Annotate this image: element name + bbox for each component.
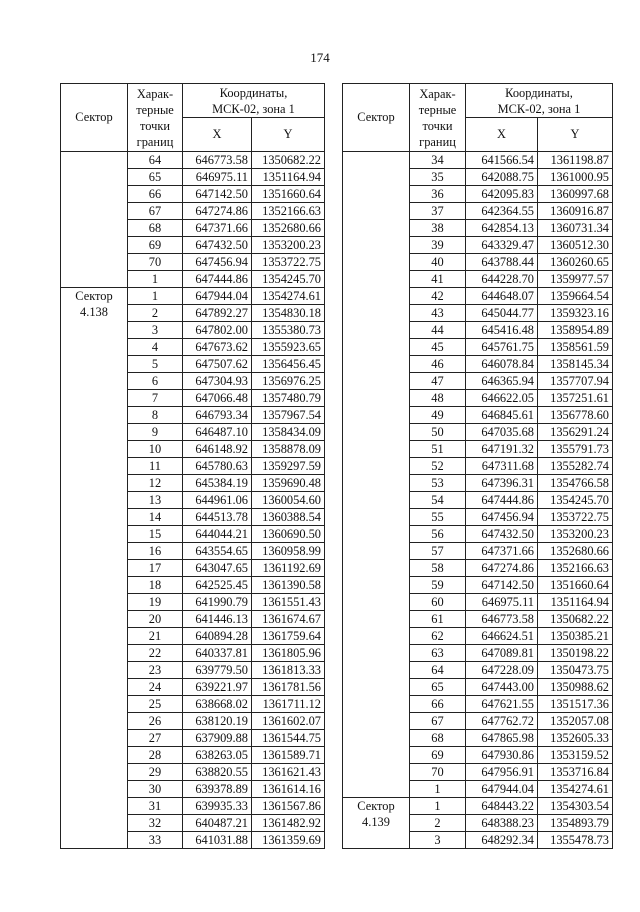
point-number-cell: 64 [410, 662, 466, 679]
y-coordinate-cell: 1358561.59 [538, 339, 613, 356]
x-coordinate-cell: 644228.70 [466, 271, 538, 288]
y-coordinate-cell: 1355478.73 [538, 832, 613, 849]
point-number-cell: 22 [128, 645, 183, 662]
point-number-cell: 70 [128, 254, 183, 271]
point-number-cell: 3 [128, 322, 183, 339]
x-coordinate-cell: 647443.00 [466, 679, 538, 696]
x-coordinate-cell: 647444.86 [466, 492, 538, 509]
y-coordinate-cell: 1351164.94 [538, 594, 613, 611]
point-number-cell: 68 [410, 730, 466, 747]
y-coordinate-cell: 1359297.59 [252, 458, 325, 475]
y-coordinate-cell: 1352680.66 [538, 543, 613, 560]
point-number-cell: 58 [410, 560, 466, 577]
coordinates-table-right [342, 83, 613, 849]
y-coordinate-cell: 1354274.61 [252, 288, 325, 305]
point-number-cell: 38 [410, 220, 466, 237]
x-coordinate-cell: 645780.63 [183, 458, 252, 475]
y-coordinate-cell: 1361805.96 [252, 645, 325, 662]
x-coordinate-cell: 642364.55 [466, 203, 538, 220]
y-coordinate-cell: 1360388.54 [252, 509, 325, 526]
x-coordinate-cell: 647228.09 [466, 662, 538, 679]
x-coordinate-cell: 647432.50 [183, 237, 252, 254]
point-number-cell: 66 [410, 696, 466, 713]
point-number-cell: 68 [128, 220, 183, 237]
point-number-cell: 37 [410, 203, 466, 220]
y-coordinate-cell: 1353200.23 [252, 237, 325, 254]
point-number-cell: 12 [128, 475, 183, 492]
table-row [61, 288, 325, 305]
y-coordinate-cell: 1351164.94 [252, 169, 325, 186]
point-number-cell: 40 [410, 254, 466, 271]
point-number-cell: 29 [128, 764, 183, 781]
x-coordinate-cell: 639221.97 [183, 679, 252, 696]
point-number-cell: 18 [128, 577, 183, 594]
sector-cell [343, 152, 410, 798]
point-number-cell: 59 [410, 577, 466, 594]
x-coordinate-cell: 647142.50 [466, 577, 538, 594]
point-number-cell: 36 [410, 186, 466, 203]
coordinates-header: Координаты, МСК-02, зона 1 [466, 84, 613, 118]
point-number-cell: 19 [128, 594, 183, 611]
y-coordinate-cell: 1356456.45 [252, 356, 325, 373]
y-coordinate-cell: 1361781.56 [252, 679, 325, 696]
x-coordinate-cell: 641566.54 [466, 152, 538, 169]
x-coordinate-cell: 645416.48 [466, 322, 538, 339]
coordinates-table-left [60, 83, 325, 849]
x-coordinate-cell: 644044.21 [183, 526, 252, 543]
x-coordinate-cell: 638120.19 [183, 713, 252, 730]
sector-header: Сектор [343, 84, 410, 152]
point-number-cell: 11 [128, 458, 183, 475]
y-header: Y [538, 118, 613, 152]
x-coordinate-cell: 643554.65 [183, 543, 252, 560]
x-coordinate-cell: 646793.34 [183, 407, 252, 424]
x-coordinate-cell: 639378.89 [183, 781, 252, 798]
y-coordinate-cell: 1359977.57 [538, 271, 613, 288]
point-number-cell: 32 [128, 815, 183, 832]
y-coordinate-cell: 1359690.48 [252, 475, 325, 492]
point-number-cell: 67 [410, 713, 466, 730]
x-coordinate-cell: 647930.86 [466, 747, 538, 764]
y-coordinate-cell: 1352166.63 [538, 560, 613, 577]
x-coordinate-cell: 647762.72 [466, 713, 538, 730]
y-coordinate-cell: 1354893.79 [538, 815, 613, 832]
point-number-cell: 7 [128, 390, 183, 407]
x-coordinate-cell: 640487.21 [183, 815, 252, 832]
y-coordinate-cell: 1359323.16 [538, 305, 613, 322]
page-number: 174 [310, 50, 330, 65]
y-coordinate-cell: 1361544.75 [252, 730, 325, 747]
y-coordinate-cell: 1352166.63 [252, 203, 325, 220]
y-coordinate-cell: 1361198.87 [538, 152, 613, 169]
x-header: X [183, 118, 252, 152]
y-coordinate-cell: 1354274.61 [538, 781, 613, 798]
y-coordinate-cell: 1356976.25 [252, 373, 325, 390]
y-coordinate-cell: 1358145.34 [538, 356, 613, 373]
point-number-cell: 33 [128, 832, 183, 849]
point-number-cell: 55 [410, 509, 466, 526]
point-number-cell: 26 [128, 713, 183, 730]
y-coordinate-cell: 1361602.07 [252, 713, 325, 730]
y-coordinate-cell: 1358954.89 [538, 322, 613, 339]
point-number-cell: 23 [128, 662, 183, 679]
point-number-cell: 63 [410, 645, 466, 662]
y-coordinate-cell: 1357480.79 [252, 390, 325, 407]
x-coordinate-cell: 644513.78 [183, 509, 252, 526]
point-number-cell: 41 [410, 271, 466, 288]
y-coordinate-cell: 1353722.75 [538, 509, 613, 526]
point-number-cell: 20 [128, 611, 183, 628]
point-number-cell: 56 [410, 526, 466, 543]
point-number-cell: 14 [128, 509, 183, 526]
point-number-cell: 46 [410, 356, 466, 373]
point-number-cell: 5 [128, 356, 183, 373]
point-number-cell: 61 [410, 611, 466, 628]
point-number-cell: 62 [410, 628, 466, 645]
x-coordinate-cell: 646975.11 [183, 169, 252, 186]
x-coordinate-cell: 639779.50 [183, 662, 252, 679]
y-coordinate-cell: 1351517.36 [538, 696, 613, 713]
y-coordinate-cell: 1350682.22 [538, 611, 613, 628]
point-number-cell: 65 [410, 679, 466, 696]
y-coordinate-cell: 1361000.95 [538, 169, 613, 186]
x-coordinate-cell: 647066.48 [183, 390, 252, 407]
y-coordinate-cell: 1361589.71 [252, 747, 325, 764]
x-coordinate-cell: 646624.51 [466, 628, 538, 645]
sector-header: Сектор [61, 84, 128, 152]
point-number-cell: 42 [410, 288, 466, 305]
y-coordinate-cell: 1356778.60 [538, 407, 613, 424]
x-coordinate-cell: 646148.92 [183, 441, 252, 458]
point-number-cell: 2 [410, 815, 466, 832]
point-number-cell: 31 [128, 798, 183, 815]
x-coordinate-cell: 640337.81 [183, 645, 252, 662]
sector-cell [61, 152, 128, 288]
x-coordinate-cell: 637909.88 [183, 730, 252, 747]
x-coordinate-cell: 647673.62 [183, 339, 252, 356]
y-coordinate-cell: 1355380.73 [252, 322, 325, 339]
x-coordinate-cell: 638668.02 [183, 696, 252, 713]
point-number-cell: 66 [128, 186, 183, 203]
y-coordinate-cell: 1353159.52 [538, 747, 613, 764]
point-number-cell: 1 [410, 798, 466, 815]
point-number-cell: 27 [128, 730, 183, 747]
y-coordinate-cell: 1354245.70 [252, 271, 325, 288]
y-coordinate-cell: 1354303.54 [538, 798, 613, 815]
y-coordinate-cell: 1353716.84 [538, 764, 613, 781]
x-coordinate-cell: 647944.04 [183, 288, 252, 305]
point-number-cell: 69 [128, 237, 183, 254]
point-number-cell: 53 [410, 475, 466, 492]
point-number-cell: 44 [410, 322, 466, 339]
x-coordinate-cell: 646975.11 [466, 594, 538, 611]
y-coordinate-cell: 1355282.74 [538, 458, 613, 475]
x-coordinate-cell: 647396.31 [466, 475, 538, 492]
point-number-cell: 24 [128, 679, 183, 696]
x-coordinate-cell: 644648.07 [466, 288, 538, 305]
y-coordinate-cell: 1350682.22 [252, 152, 325, 169]
x-coordinate-cell: 644961.06 [183, 492, 252, 509]
point-number-cell: 30 [128, 781, 183, 798]
x-coordinate-cell: 641990.79 [183, 594, 252, 611]
x-coordinate-cell: 648292.34 [466, 832, 538, 849]
y-coordinate-cell: 1350473.75 [538, 662, 613, 679]
point-number-cell: 69 [410, 747, 466, 764]
x-coordinate-cell: 647142.50 [183, 186, 252, 203]
y-coordinate-cell: 1354830.18 [252, 305, 325, 322]
x-coordinate-cell: 640894.28 [183, 628, 252, 645]
point-number-cell: 15 [128, 526, 183, 543]
x-coordinate-cell: 638263.05 [183, 747, 252, 764]
x-coordinate-cell: 647621.55 [466, 696, 538, 713]
y-coordinate-cell: 1361482.92 [252, 815, 325, 832]
x-coordinate-cell: 647507.62 [183, 356, 252, 373]
point-number-cell: 9 [128, 424, 183, 441]
point-number-cell: 1 [410, 781, 466, 798]
point-number-cell: 70 [410, 764, 466, 781]
y-coordinate-cell: 1360260.65 [538, 254, 613, 271]
y-coordinate-cell: 1361711.12 [252, 696, 325, 713]
y-coordinate-cell: 1360958.99 [252, 543, 325, 560]
x-coordinate-cell: 647089.81 [466, 645, 538, 662]
point-number-cell: 3 [410, 832, 466, 849]
y-coordinate-cell: 1361813.33 [252, 662, 325, 679]
x-header: X [466, 118, 538, 152]
point-number-cell: 45 [410, 339, 466, 356]
y-coordinate-cell: 1354245.70 [538, 492, 613, 509]
y-coordinate-cell: 1355923.65 [252, 339, 325, 356]
x-coordinate-cell: 647191.32 [466, 441, 538, 458]
y-coordinate-cell: 1355791.73 [538, 441, 613, 458]
y-coordinate-cell: 1350988.62 [538, 679, 613, 696]
x-coordinate-cell: 647311.68 [466, 458, 538, 475]
point-number-cell: 64 [128, 152, 183, 169]
y-coordinate-cell: 1360731.34 [538, 220, 613, 237]
point-number-cell: 47 [410, 373, 466, 390]
y-coordinate-cell: 1360054.60 [252, 492, 325, 509]
point-number-cell: 17 [128, 560, 183, 577]
x-coordinate-cell: 642525.45 [183, 577, 252, 594]
x-coordinate-cell: 645761.75 [466, 339, 538, 356]
point-number-cell: 10 [128, 441, 183, 458]
y-coordinate-cell: 1359664.54 [538, 288, 613, 305]
x-coordinate-cell: 646365.94 [466, 373, 538, 390]
point-number-cell: 43 [410, 305, 466, 322]
point-number-cell: 65 [128, 169, 183, 186]
y-coordinate-cell: 1350198.22 [538, 645, 613, 662]
y-coordinate-cell: 1353200.23 [538, 526, 613, 543]
y-coordinate-cell: 1353722.75 [252, 254, 325, 271]
y-coordinate-cell: 1357251.61 [538, 390, 613, 407]
y-coordinate-cell: 1360916.87 [538, 203, 613, 220]
x-coordinate-cell: 646487.10 [183, 424, 252, 441]
point-number-cell: 25 [128, 696, 183, 713]
x-coordinate-cell: 643047.65 [183, 560, 252, 577]
y-header: Y [252, 118, 325, 152]
x-coordinate-cell: 647274.86 [183, 203, 252, 220]
y-coordinate-cell: 1360512.30 [538, 237, 613, 254]
x-coordinate-cell: 643329.47 [466, 237, 538, 254]
x-coordinate-cell: 647944.04 [466, 781, 538, 798]
x-coordinate-cell: 645044.77 [466, 305, 538, 322]
x-coordinate-cell: 642088.75 [466, 169, 538, 186]
point-number-cell: 6 [128, 373, 183, 390]
x-coordinate-cell: 647304.93 [183, 373, 252, 390]
y-coordinate-cell: 1361390.58 [252, 577, 325, 594]
x-coordinate-cell: 646773.58 [466, 611, 538, 628]
y-coordinate-cell: 1361674.67 [252, 611, 325, 628]
y-coordinate-cell: 1361759.64 [252, 628, 325, 645]
coordinates-header: Координаты, МСК-02, зона 1 [183, 84, 325, 118]
y-coordinate-cell: 1358434.09 [252, 424, 325, 441]
point-number-cell: 67 [128, 203, 183, 220]
x-coordinate-cell: 647865.98 [466, 730, 538, 747]
x-coordinate-cell: 646845.61 [466, 407, 538, 424]
x-coordinate-cell: 647432.50 [466, 526, 538, 543]
x-coordinate-cell: 641446.13 [183, 611, 252, 628]
x-coordinate-cell: 648388.23 [466, 815, 538, 832]
y-coordinate-cell: 1360690.50 [252, 526, 325, 543]
x-coordinate-cell: 642095.83 [466, 186, 538, 203]
point-number-cell: 8 [128, 407, 183, 424]
x-coordinate-cell: 647274.86 [466, 560, 538, 577]
point-number-cell: 50 [410, 424, 466, 441]
x-coordinate-cell: 647892.27 [183, 305, 252, 322]
x-coordinate-cell: 647444.86 [183, 271, 252, 288]
point-number-cell: 48 [410, 390, 466, 407]
characteristic-points-header: Харак- терные точки границ [128, 84, 183, 152]
x-coordinate-cell: 647802.00 [183, 322, 252, 339]
y-coordinate-cell: 1361621.43 [252, 764, 325, 781]
x-coordinate-cell: 638820.55 [183, 764, 252, 781]
x-coordinate-cell: 642854.13 [466, 220, 538, 237]
y-coordinate-cell: 1361551.43 [252, 594, 325, 611]
point-number-cell: 2 [128, 305, 183, 322]
table-row [343, 798, 613, 815]
point-number-cell: 39 [410, 237, 466, 254]
x-coordinate-cell: 639935.33 [183, 798, 252, 815]
table-row [343, 152, 613, 169]
y-coordinate-cell: 1361614.16 [252, 781, 325, 798]
point-number-cell: 13 [128, 492, 183, 509]
y-coordinate-cell: 1354766.58 [538, 475, 613, 492]
x-coordinate-cell: 647456.94 [466, 509, 538, 526]
x-coordinate-cell: 647456.94 [183, 254, 252, 271]
point-number-cell: 28 [128, 747, 183, 764]
point-number-cell: 51 [410, 441, 466, 458]
x-coordinate-cell: 643788.44 [466, 254, 538, 271]
point-number-cell: 4 [128, 339, 183, 356]
y-coordinate-cell: 1352605.33 [538, 730, 613, 747]
sector-cell: Сектор 4.138 [61, 288, 128, 849]
y-coordinate-cell: 1351660.64 [538, 577, 613, 594]
y-coordinate-cell: 1358878.09 [252, 441, 325, 458]
point-number-cell: 54 [410, 492, 466, 509]
y-coordinate-cell: 1357967.54 [252, 407, 325, 424]
point-number-cell: 52 [410, 458, 466, 475]
x-coordinate-cell: 647035.68 [466, 424, 538, 441]
y-coordinate-cell: 1361359.69 [252, 832, 325, 849]
y-coordinate-cell: 1350385.21 [538, 628, 613, 645]
y-coordinate-cell: 1361192.69 [252, 560, 325, 577]
y-coordinate-cell: 1356291.24 [538, 424, 613, 441]
table-row [61, 152, 325, 169]
y-coordinate-cell: 1352057.08 [538, 713, 613, 730]
point-number-cell: 1 [128, 288, 183, 305]
point-number-cell: 35 [410, 169, 466, 186]
x-coordinate-cell: 648443.22 [466, 798, 538, 815]
characteristic-points-header: Харак- терные точки границ [410, 84, 466, 152]
y-coordinate-cell: 1352680.66 [252, 220, 325, 237]
sector-cell: Сектор 4.139 [343, 798, 410, 849]
y-coordinate-cell: 1360997.68 [538, 186, 613, 203]
y-coordinate-cell: 1361567.86 [252, 798, 325, 815]
point-number-cell: 16 [128, 543, 183, 560]
x-coordinate-cell: 647956.91 [466, 764, 538, 781]
x-coordinate-cell: 647371.66 [466, 543, 538, 560]
point-number-cell: 60 [410, 594, 466, 611]
point-number-cell: 49 [410, 407, 466, 424]
x-coordinate-cell: 646622.05 [466, 390, 538, 407]
point-number-cell: 34 [410, 152, 466, 169]
x-coordinate-cell: 647371.66 [183, 220, 252, 237]
x-coordinate-cell: 641031.88 [183, 832, 252, 849]
x-coordinate-cell: 646773.58 [183, 152, 252, 169]
x-coordinate-cell: 645384.19 [183, 475, 252, 492]
y-coordinate-cell: 1351660.64 [252, 186, 325, 203]
point-number-cell: 57 [410, 543, 466, 560]
point-number-cell: 21 [128, 628, 183, 645]
y-coordinate-cell: 1357707.94 [538, 373, 613, 390]
x-coordinate-cell: 646078.84 [466, 356, 538, 373]
point-number-cell: 1 [128, 271, 183, 288]
